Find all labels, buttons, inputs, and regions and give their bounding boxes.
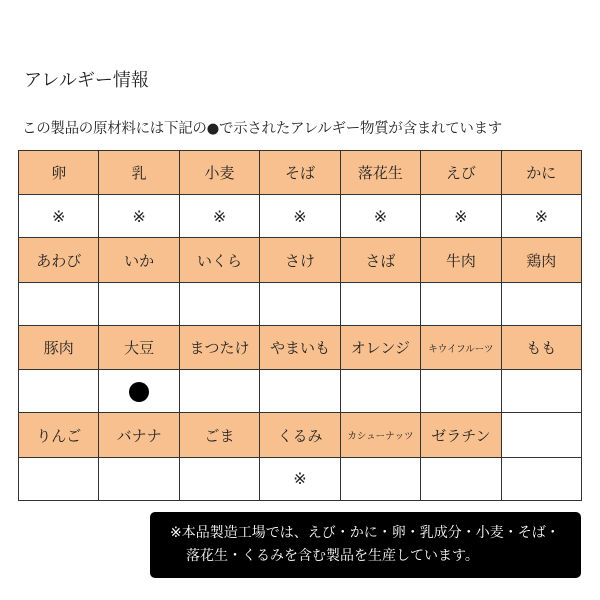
- allergen-mark-cell: ※: [501, 195, 581, 238]
- allergen-name-cell: さば: [340, 238, 420, 282]
- allergen-mark-cell: ※: [340, 195, 420, 238]
- allergen-header-row: [19, 413, 582, 457]
- allergen-name-cell: 鶏肉: [501, 238, 581, 282]
- allergen-mark-cell: [99, 457, 179, 500]
- allergen-name-cell: いくら: [179, 238, 259, 282]
- factory-note: [150, 512, 581, 578]
- allergen-name-cell: そば: [260, 151, 340, 195]
- allergen-name-cell: かに: [501, 151, 581, 195]
- allergen-mark-cell: [340, 282, 420, 325]
- allergen-mark-cell: [260, 370, 340, 413]
- allergen-name-cell: あわび: [19, 238, 99, 282]
- allergen-table: [18, 150, 582, 501]
- allergen-name-cell: ゼラチン: [421, 413, 501, 457]
- allergen-mark-cell: [340, 457, 420, 500]
- allergen-name-cell: 卵: [19, 151, 99, 195]
- allergen-mark-cell: ※: [421, 195, 501, 238]
- allergen-name-cell: 小麦: [179, 151, 259, 195]
- allergen-mark-cell: [501, 370, 581, 413]
- allergen-name-cell: やまいも: [260, 325, 340, 369]
- allergen-mark-cell: [340, 370, 420, 413]
- allergen-mark-row: [19, 370, 582, 413]
- allergen-mark-cell: [421, 370, 501, 413]
- allergen-mark-row: [19, 195, 582, 238]
- note-line-2: 落花生・くるみを含む製品を生産しています。: [186, 548, 479, 564]
- allergen-mark-cell: [19, 370, 99, 413]
- allergen-name-cell: 牛肉: [421, 238, 501, 282]
- allergen-name-cell: カシューナッツ: [340, 413, 420, 457]
- allergen-mark-cell: [260, 282, 340, 325]
- allergen-name-cell: 落花生: [340, 151, 420, 195]
- allergen-mark-cell: ※: [19, 195, 99, 238]
- allergen-mark-cell: ※: [99, 195, 179, 238]
- allergen-mark-cell: [179, 457, 259, 500]
- note-line-1: ※本品製造工場では、えび・かに・卵・乳成分・小麦・そば・: [170, 525, 560, 541]
- allergen-mark-cell: [179, 370, 259, 413]
- allergen-name-cell: 豚肉: [19, 325, 99, 369]
- allergen-name-cell: オレンジ: [340, 325, 420, 369]
- allergen-mark-cell: [99, 282, 179, 325]
- allergen-mark-cell: [421, 282, 501, 325]
- allergen-mark-cell: [501, 282, 581, 325]
- allergen-name-cell: りんご: [19, 413, 99, 457]
- allergen-header-row: [19, 238, 582, 282]
- allergen-header-row: [19, 151, 582, 195]
- allergen-mark-cell: [179, 282, 259, 325]
- allergen-header-row: [19, 325, 582, 369]
- page-title: アレルギー情報: [24, 70, 149, 91]
- allergen-mark-cell: ※: [179, 195, 259, 238]
- allergen-name-cell: バナナ: [99, 413, 179, 457]
- intro-text: この製品の原材料には下記の●で示されたアレルギー物質が含まれています: [22, 121, 503, 137]
- allergen-name-cell: えび: [421, 151, 501, 195]
- allergen-name-cell: いか: [99, 238, 179, 282]
- allergen-mark-cell: [19, 282, 99, 325]
- allergen-mark-cell: ※: [260, 457, 340, 500]
- allergen-mark-cell: [421, 457, 501, 500]
- allergen-name-cell: まつたけ: [179, 325, 259, 369]
- allergen-mark-cell: [99, 370, 179, 413]
- allergen-mark-cell: [501, 457, 581, 500]
- allergen-name-cell: くるみ: [260, 413, 340, 457]
- allergen-name-cell: もも: [501, 325, 581, 369]
- allergen-mark-row: [19, 457, 582, 500]
- contains-dot-icon: [129, 382, 149, 402]
- allergen-mark-cell: [19, 457, 99, 500]
- allergen-name-cell: ごま: [179, 413, 259, 457]
- empty-cell: [501, 413, 581, 457]
- allergen-mark-cell: ※: [260, 195, 340, 238]
- allergen-name-cell: 大豆: [99, 325, 179, 369]
- allergen-name-cell: キウイフルーツ: [421, 325, 501, 369]
- allergen-mark-row: [19, 282, 582, 325]
- allergen-name-cell: 乳: [99, 151, 179, 195]
- allergen-name-cell: さけ: [260, 238, 340, 282]
